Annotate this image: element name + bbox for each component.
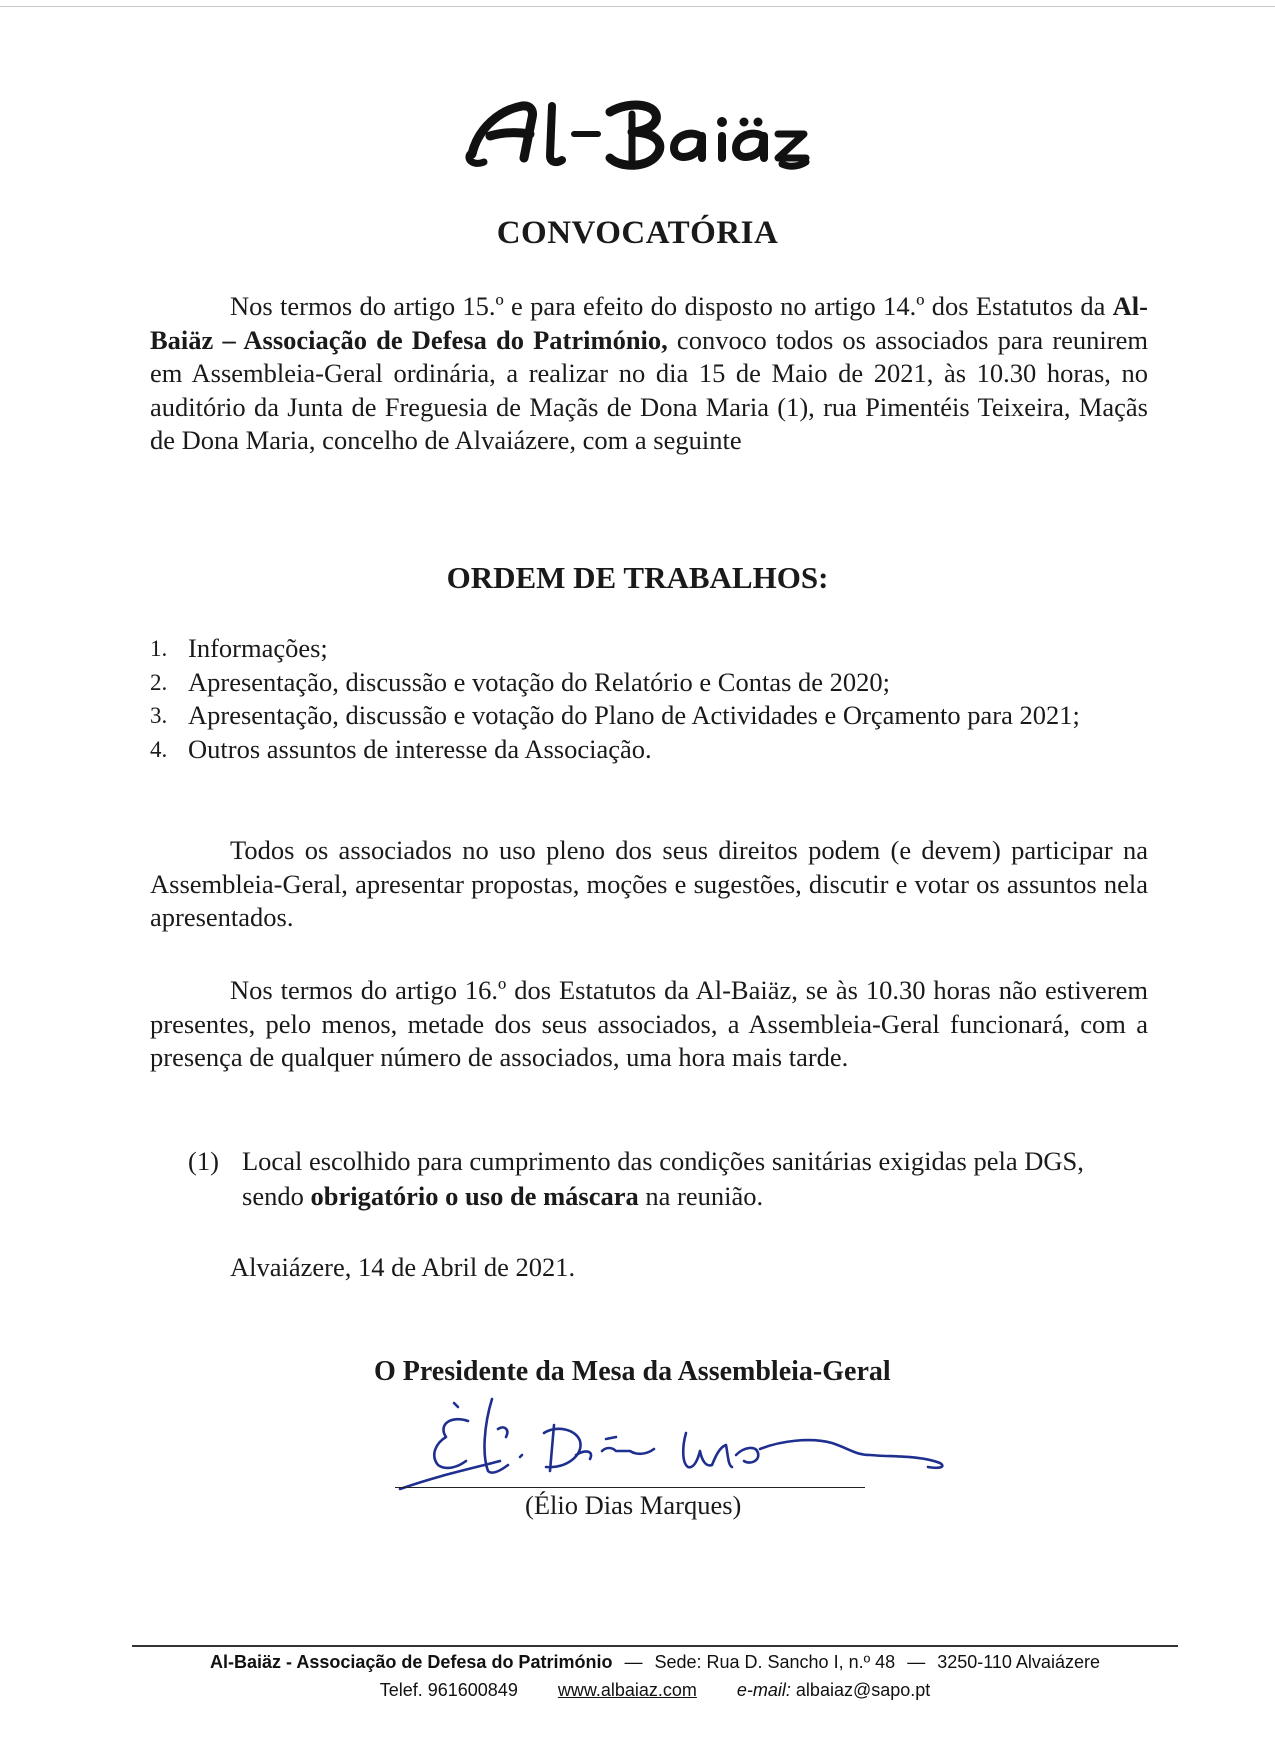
signatory-title: O Presidente da Mesa da Assembleia-Geral [374,1356,891,1387]
signer-name: (Élio Dias Marques) [525,1490,742,1520]
footer-separator: — [907,1652,926,1672]
agenda-item-number: 2. [150,669,168,695]
organization-logo [460,92,880,182]
agenda-item-text: Outros assuntos de interesse da Associação. [188,733,652,764]
footer-rule [132,1645,1178,1647]
quorum-paragraph [150,974,1148,1075]
intro-paragraph [150,290,1148,458]
agenda-item-number: 4. [150,736,168,762]
document-title: CONVOCATÓRIA [496,215,779,251]
agenda-item [150,733,1148,767]
footnote-number: (1) [188,1146,219,1176]
footer-address-line [130,1652,1180,1673]
date-line: Alvaiázere, 14 de Abril de 2021. [230,1252,576,1282]
top-rule [0,6,1275,7]
agenda-item-text: Informações; [188,633,328,663]
rights-text: Todos os associados no uso pleno dos seus direitos podem (e devem) participar na Assembleia-Geral, apresentar propostas, moções e sugestões, discutir e votar os assuntos nela apresentados. [150,835,1148,933]
footer-phone: Telef. 961600849 [379,1680,518,1700]
intro-text-start: Nos termos do artigo 15.º e para efeito do disposto no artigo 14.º dos Estatutos da [230,291,1113,321]
agenda-item [150,666,1148,700]
organization-name: Al-Baiäz – Associação de Defesa do Património, [150,291,1148,355]
agenda-item [150,632,1148,666]
footer-contact-line [130,1680,1180,1701]
agenda-item-text: Apresentação, discussão e votação do Relatório e Contas de 2020; [188,666,891,697]
agenda-item-number: 3. [150,703,168,729]
footer-address: Sede: Rua D. Sancho I, n.º 48 [654,1652,896,1672]
agenda-list [150,632,1148,766]
footer-email[interactable]: albaiaz@sapo.pt [795,1680,931,1700]
footer-email-label: e-mail: [736,1680,791,1700]
footnote-text-start: Local escolhido para cumprimento das condições sanitárias exigidas pela DGS, sendo [242,1146,1084,1211]
footnote [188,1144,1108,1214]
footnote-mask-requirement: obrigatório o uso de máscara [310,1181,639,1211]
logo-lettering [460,92,880,182]
footer-organization: Al-Baiäz - Associação de Defesa do Património [210,1652,613,1672]
footnote-text-end: na reunião. [638,1181,764,1211]
rights-paragraph [150,834,1148,935]
footer-separator: — [624,1652,643,1672]
footer-website-link[interactable]: www.albaiaz.com [557,1680,697,1700]
signature-line [395,1487,865,1488]
agenda-item-text: Apresentação, discussão e votação do Plano de Actividades e Orçamento para 2021; [188,700,1080,731]
quorum-text: Nos termos do artigo 16.º dos Estatutos da Al-Baiäz, se às 10.30 horas não estiverem presentes, pelo menos, metade dos seus associados, a Assembleia-Geral funcionará, com a presença de qualquer número de associados, uma hora mais tarde. [150,975,1148,1073]
agenda-item-number: 1. [150,636,168,661]
agenda-heading: ORDEM DE TRABALHOS: [446,560,829,595]
agenda-item [150,699,1148,733]
intro-text-end: convoco todos os associados para reunirem em Assembleia-Geral ordinária, a realizar no dia 15 de Maio de 2021, às 10.30 horas, no auditório da Junta de Freguesia de Maçãs de Dona Maria (1), rua Pimentéis Teixeira, Maçãs de Dona Maria, concelho de Alvaiázere, com a seguinte [150,324,1148,456]
footer-postal: 3250-110 Alvaiázere [937,1652,1100,1672]
footnote-text [188,1144,1108,1214]
